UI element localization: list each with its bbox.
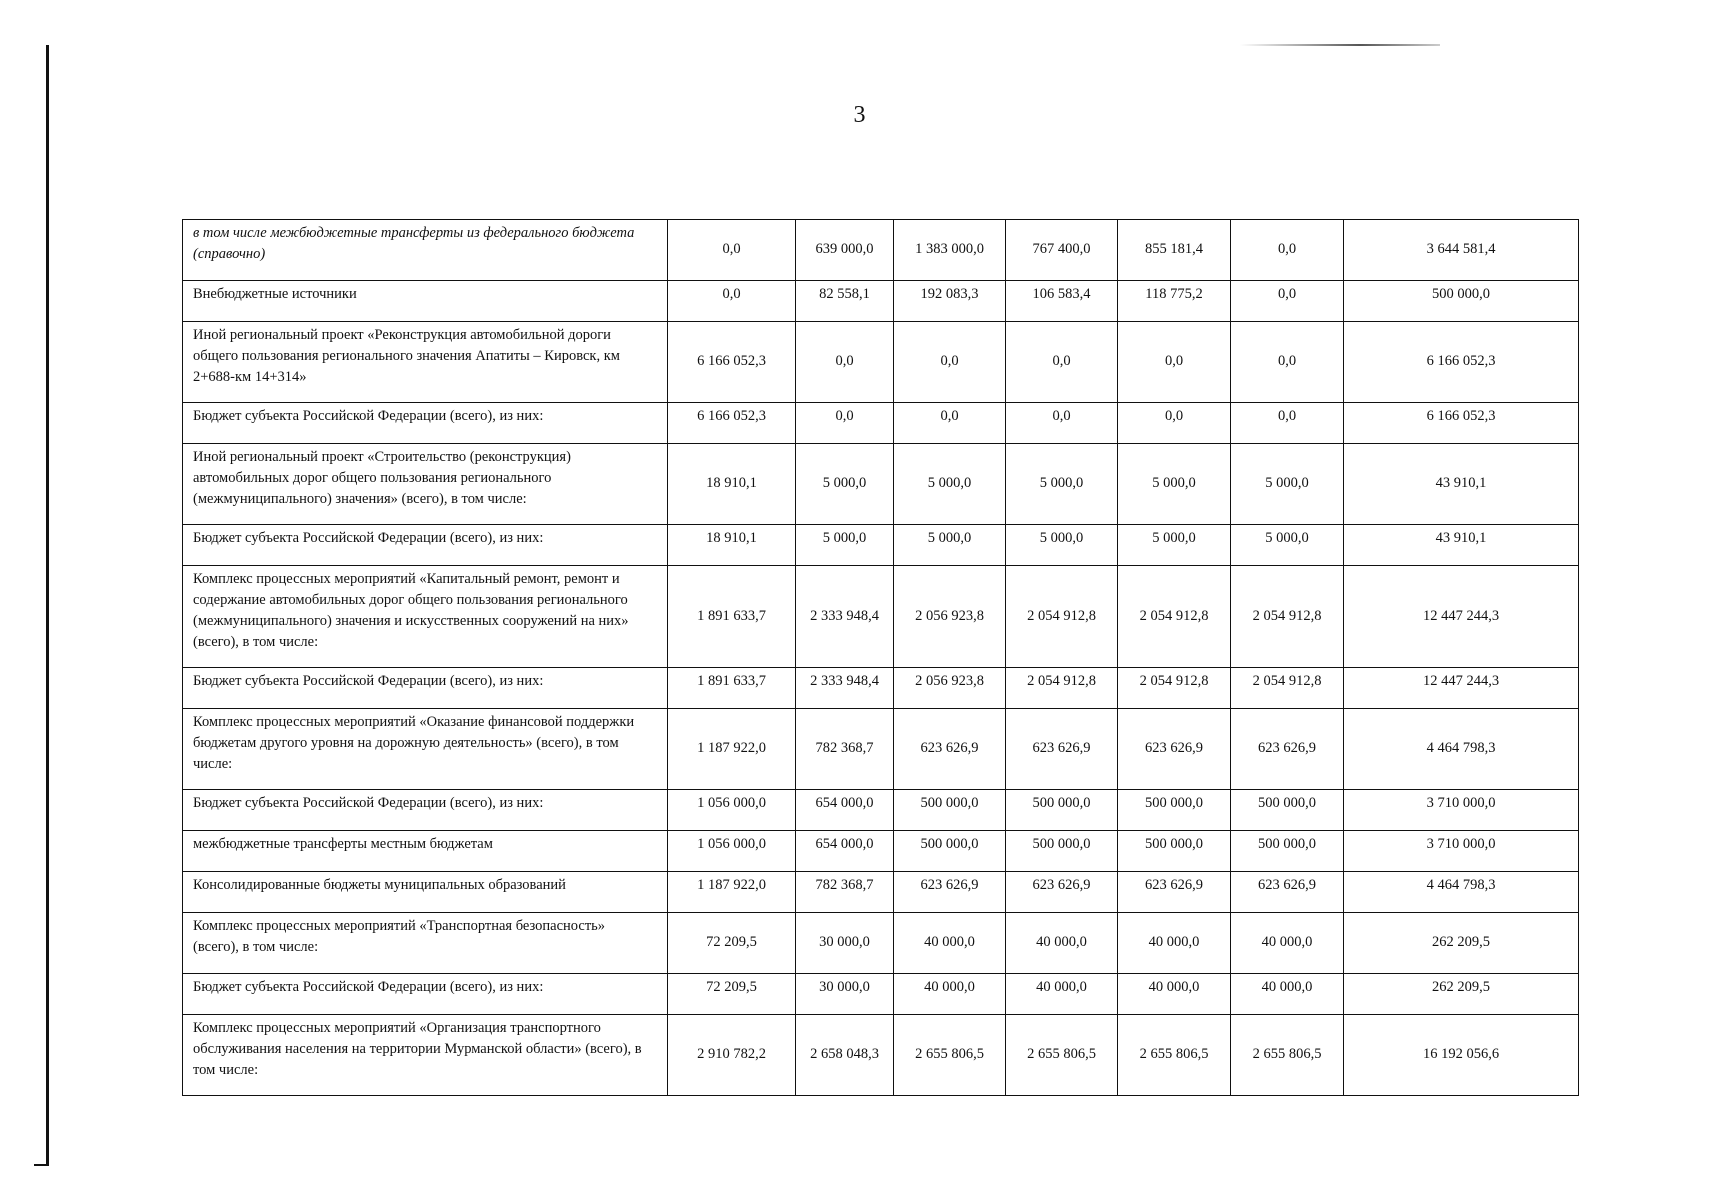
year-value: 30 000,0 bbox=[796, 974, 894, 1015]
year-value: 6 166 052,3 bbox=[668, 322, 796, 403]
year-value: 500 000,0 bbox=[894, 790, 1006, 831]
year-value: 40 000,0 bbox=[894, 913, 1006, 974]
year-value: 5 000,0 bbox=[894, 525, 1006, 566]
row-label: Бюджет субъекта Российской Федерации (всего), из них: bbox=[183, 403, 668, 444]
page-number: 3 bbox=[853, 102, 866, 128]
row-total-value: 12 447 244,3 bbox=[1344, 668, 1579, 709]
year-value: 40 000,0 bbox=[1118, 974, 1231, 1015]
year-value: 2 655 806,5 bbox=[1118, 1015, 1231, 1096]
year-value: 1 891 633,7 bbox=[668, 668, 796, 709]
year-value: 5 000,0 bbox=[796, 444, 894, 525]
table-row bbox=[183, 1015, 1579, 1096]
year-value: 72 209,5 bbox=[668, 913, 796, 974]
year-value: 2 910 782,2 bbox=[668, 1015, 796, 1096]
year-value: 0,0 bbox=[668, 281, 796, 322]
year-value: 767 400,0 bbox=[1006, 220, 1118, 281]
year-value: 0,0 bbox=[894, 403, 1006, 444]
year-value: 0,0 bbox=[1006, 322, 1118, 403]
year-value: 2 054 912,8 bbox=[1231, 668, 1344, 709]
row-total-value: 4 464 798,3 bbox=[1344, 709, 1579, 790]
year-value: 0,0 bbox=[1118, 322, 1231, 403]
row-label: Иной региональный проект «Реконструкция автомобильной дороги общего пользования регионального значения Апатиты – Кировск, км 2+688-км 14+314» bbox=[183, 322, 668, 403]
row-total-value: 4 464 798,3 bbox=[1344, 872, 1579, 913]
table-row bbox=[183, 974, 1579, 1015]
year-value: 2 655 806,5 bbox=[894, 1015, 1006, 1096]
year-value: 500 000,0 bbox=[1118, 790, 1231, 831]
row-total-value: 3 710 000,0 bbox=[1344, 831, 1579, 872]
year-value: 639 000,0 bbox=[796, 220, 894, 281]
row-total-value: 3 710 000,0 bbox=[1344, 790, 1579, 831]
year-value: 40 000,0 bbox=[1118, 913, 1231, 974]
year-value: 2 054 912,8 bbox=[1118, 668, 1231, 709]
year-value: 0,0 bbox=[668, 220, 796, 281]
year-value: 782 368,7 bbox=[796, 872, 894, 913]
year-value: 40 000,0 bbox=[894, 974, 1006, 1015]
year-value: 82 558,1 bbox=[796, 281, 894, 322]
table-row bbox=[183, 709, 1579, 790]
year-value: 5 000,0 bbox=[1006, 525, 1118, 566]
binding-edge-line bbox=[46, 45, 49, 1165]
year-value: 106 583,4 bbox=[1006, 281, 1118, 322]
row-total-value: 6 166 052,3 bbox=[1344, 322, 1579, 403]
year-value: 2 054 912,8 bbox=[1231, 566, 1344, 668]
row-total-value: 262 209,5 bbox=[1344, 913, 1579, 974]
year-value: 1 056 000,0 bbox=[668, 831, 796, 872]
year-value: 1 187 922,0 bbox=[668, 872, 796, 913]
year-value: 40 000,0 bbox=[1231, 974, 1344, 1015]
year-value: 623 626,9 bbox=[1118, 709, 1231, 790]
year-value: 40 000,0 bbox=[1006, 913, 1118, 974]
row-label: Бюджет субъекта Российской Федерации (всего), из них: bbox=[183, 790, 668, 831]
year-value: 40 000,0 bbox=[1006, 974, 1118, 1015]
row-label: Комплекс процессных мероприятий «Организация транспортного обслуживания населения на территории Мурманской области» (всего), в том числе: bbox=[183, 1015, 668, 1096]
year-value: 0,0 bbox=[1231, 403, 1344, 444]
year-value: 0,0 bbox=[894, 322, 1006, 403]
year-value: 2 655 806,5 bbox=[1006, 1015, 1118, 1096]
year-value: 2 333 948,4 bbox=[796, 668, 894, 709]
year-value: 500 000,0 bbox=[1231, 790, 1344, 831]
table-row bbox=[183, 403, 1579, 444]
row-label: Комплекс процессных мероприятий «Транспортная безопасность» (всего), в том числе: bbox=[183, 913, 668, 974]
scan-artifact bbox=[1240, 44, 1440, 46]
year-value: 2 056 923,8 bbox=[894, 668, 1006, 709]
year-value: 855 181,4 bbox=[1118, 220, 1231, 281]
year-value: 500 000,0 bbox=[894, 831, 1006, 872]
year-value: 500 000,0 bbox=[1006, 831, 1118, 872]
table-row bbox=[183, 444, 1579, 525]
year-value: 2 658 048,3 bbox=[796, 1015, 894, 1096]
row-total-value: 262 209,5 bbox=[1344, 974, 1579, 1015]
year-value: 623 626,9 bbox=[1231, 872, 1344, 913]
year-value: 30 000,0 bbox=[796, 913, 894, 974]
year-value: 5 000,0 bbox=[1231, 525, 1344, 566]
row-total-value: 500 000,0 bbox=[1344, 281, 1579, 322]
row-label: Бюджет субъекта Российской Федерации (всего), из них: bbox=[183, 525, 668, 566]
table-row bbox=[183, 831, 1579, 872]
table-row bbox=[183, 790, 1579, 831]
year-value: 2 333 948,4 bbox=[796, 566, 894, 668]
year-value: 654 000,0 bbox=[796, 831, 894, 872]
year-value: 2 054 912,8 bbox=[1006, 566, 1118, 668]
table-row bbox=[183, 525, 1579, 566]
year-value: 5 000,0 bbox=[796, 525, 894, 566]
row-label: Комплекс процессных мероприятий «Оказание финансовой поддержки бюджетам другого уровня на дорожную деятельность» (всего), в том числе: bbox=[183, 709, 668, 790]
year-value: 623 626,9 bbox=[1006, 709, 1118, 790]
row-label: Комплекс процессных мероприятий «Капитальный ремонт, ремонт и содержание автомобильных дорог общего пользования регионального (межмуниципального) значения и искусственных сооружений на них» (всего), в том числе: bbox=[183, 566, 668, 668]
row-total-value: 43 910,1 bbox=[1344, 525, 1579, 566]
year-value: 2 655 806,5 bbox=[1231, 1015, 1344, 1096]
year-value: 5 000,0 bbox=[1118, 444, 1231, 525]
year-value: 2 056 923,8 bbox=[894, 566, 1006, 668]
year-value: 1 187 922,0 bbox=[668, 709, 796, 790]
table-row bbox=[183, 872, 1579, 913]
year-value: 5 000,0 bbox=[1231, 444, 1344, 525]
year-value: 0,0 bbox=[1231, 322, 1344, 403]
year-value: 118 775,2 bbox=[1118, 281, 1231, 322]
year-value: 0,0 bbox=[796, 322, 894, 403]
row-label: в том числе межбюджетные трансферты из федерального бюджета (справочно) bbox=[183, 220, 668, 281]
year-value: 0,0 bbox=[796, 403, 894, 444]
year-value: 5 000,0 bbox=[1006, 444, 1118, 525]
year-value: 500 000,0 bbox=[1006, 790, 1118, 831]
row-total-value: 43 910,1 bbox=[1344, 444, 1579, 525]
row-total-value: 6 166 052,3 bbox=[1344, 403, 1579, 444]
year-value: 0,0 bbox=[1006, 403, 1118, 444]
year-value: 623 626,9 bbox=[894, 709, 1006, 790]
year-value: 5 000,0 bbox=[894, 444, 1006, 525]
year-value: 0,0 bbox=[1231, 220, 1344, 281]
budget-table-body bbox=[183, 220, 1579, 1096]
year-value: 40 000,0 bbox=[1231, 913, 1344, 974]
row-total-value: 12 447 244,3 bbox=[1344, 566, 1579, 668]
row-label: Иной региональный проект «Строительство (реконструкция) автомобильных дорог общего пользования регионального (межмуниципального) значения» (всего), в том числе: bbox=[183, 444, 668, 525]
row-label: Бюджет субъекта Российской Федерации (всего), из них: bbox=[183, 974, 668, 1015]
row-label: Бюджет субъекта Российской Федерации (всего), из них: bbox=[183, 668, 668, 709]
year-value: 2 054 912,8 bbox=[1006, 668, 1118, 709]
table-row bbox=[183, 281, 1579, 322]
year-value: 623 626,9 bbox=[894, 872, 1006, 913]
budget-table bbox=[182, 219, 1579, 1096]
year-value: 18 910,1 bbox=[668, 444, 796, 525]
row-label: Консолидированные бюджеты муниципальных образований bbox=[183, 872, 668, 913]
row-label: Внебюджетные источники bbox=[183, 281, 668, 322]
year-value: 0,0 bbox=[1231, 281, 1344, 322]
year-value: 1 891 633,7 bbox=[668, 566, 796, 668]
row-label: межбюджетные трансферты местным бюджетам bbox=[183, 831, 668, 872]
year-value: 1 383 000,0 bbox=[894, 220, 1006, 281]
row-total-value: 16 192 056,6 bbox=[1344, 1015, 1579, 1096]
year-value: 0,0 bbox=[1118, 403, 1231, 444]
year-value: 6 166 052,3 bbox=[668, 403, 796, 444]
table-row bbox=[183, 566, 1579, 668]
table-row bbox=[183, 668, 1579, 709]
table-row bbox=[183, 913, 1579, 974]
binding-edge-foot bbox=[34, 1164, 49, 1166]
year-value: 5 000,0 bbox=[1118, 525, 1231, 566]
row-total-value: 3 644 581,4 bbox=[1344, 220, 1579, 281]
year-value: 1 056 000,0 bbox=[668, 790, 796, 831]
table-row bbox=[183, 220, 1579, 281]
year-value: 2 054 912,8 bbox=[1118, 566, 1231, 668]
year-value: 623 626,9 bbox=[1118, 872, 1231, 913]
year-value: 654 000,0 bbox=[796, 790, 894, 831]
year-value: 500 000,0 bbox=[1231, 831, 1344, 872]
table-row bbox=[183, 322, 1579, 403]
year-value: 500 000,0 bbox=[1118, 831, 1231, 872]
year-value: 192 083,3 bbox=[894, 281, 1006, 322]
year-value: 623 626,9 bbox=[1231, 709, 1344, 790]
year-value: 72 209,5 bbox=[668, 974, 796, 1015]
year-value: 782 368,7 bbox=[796, 709, 894, 790]
year-value: 18 910,1 bbox=[668, 525, 796, 566]
year-value: 623 626,9 bbox=[1006, 872, 1118, 913]
